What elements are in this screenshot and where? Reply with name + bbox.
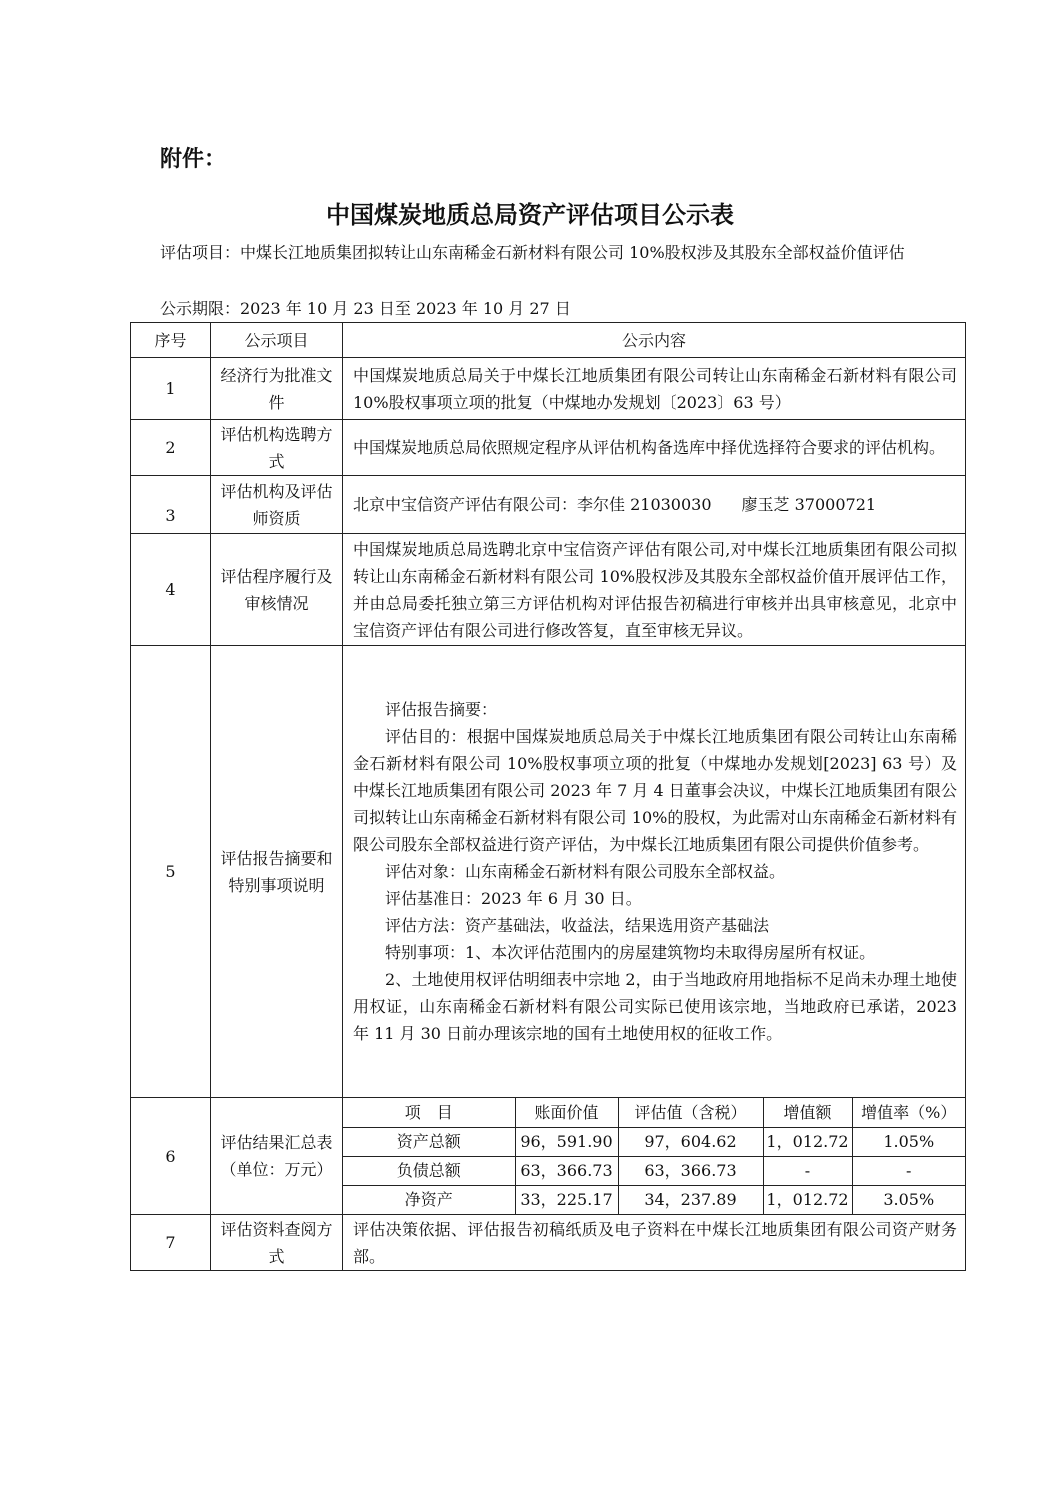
table-row [131,1215,966,1271]
result-cell: 资产总额 [343,1127,515,1156]
summary-heading: 评估报告摘要： [385,700,498,719]
evaluator-org: 北京中宝信资产评估有限公司：李尔佳 21030030 [353,495,712,514]
result-header-appraised: 评估值（含税） [618,1098,763,1127]
publicity-table [130,322,966,1271]
row-item: 评估程序履行及审核情况 [211,534,343,646]
table-row [131,420,966,476]
result-cell: 1，012.72 [763,1185,852,1214]
row-no: 1 [131,358,211,420]
row-no: 4 [131,534,211,646]
summary-special-1: 特别事项：1、本次评估范围内的房屋建筑物均未取得房屋所有权证。 [385,943,876,962]
result-cell: 负债总额 [343,1156,515,1185]
summary-method: 评估方法：资产基础法，收益法，结果选用资产基础法 [385,916,770,935]
row-content: 评估决策依据、评估报告初稿纸质及电子资料在中煤长江地质集团有限公司资产财务部。 [343,1215,966,1271]
result-cell: - [763,1156,852,1185]
result-cell: 1，012.72 [763,1127,852,1156]
result-cell: - [852,1156,965,1185]
row-item: 评估机构选聘方式 [211,420,343,476]
result-header-increase: 增值额 [763,1098,852,1127]
row-no: 6 [131,1098,211,1215]
result-row [343,1127,965,1156]
table-row [131,1098,966,1215]
result-cell: 96，591.90 [515,1127,618,1156]
header-item: 公示项目 [211,323,343,358]
summary-special-2: 2、土地使用权评估明细表中宗地 2，由于当地政府用地指标不足尚未办理土地使用权证，山东南稀金石新材料有限公司实际已使用该宗地，当地政府已承诺，2023 年 11 月 30 日前办理该宗地的国有土地使用权的征收工作。 [353,970,957,1043]
result-unit-label: （单位：万元） [220,1160,333,1179]
header-no: 序号 [131,323,211,358]
row-content: 中国煤炭地质总局依照规定程序从评估机构备选库中择优选择符合要求的评估机构。 [343,420,966,476]
result-header-rate: 增值率（%） [852,1098,965,1127]
result-header-item: 项 目 [343,1098,515,1127]
table-row [131,358,966,420]
table-header-row [131,323,966,358]
evaluation-project: 评估项目：中煤长江地质集团拟转让山东南稀金石新材料有限公司 10%股权涉及其股东全部权益价值评估 [160,243,905,262]
row-content [343,1098,966,1215]
row-content: 中国煤炭地质总局关于中煤长江地质集团有限公司转让山东南稀金石新材料有限公司 10%股权事项立项的批复（中煤地办发规划〔2023〕63 号） [343,358,966,420]
result-cell: 97，604.62 [618,1127,763,1156]
row-item: 评估资料查阅方式 [211,1215,343,1271]
row-content [343,646,966,1098]
result-row [343,1185,965,1214]
result-cell: 63，366.73 [618,1156,763,1185]
table-row [131,534,966,646]
summary-object: 评估对象：山东南稀金石新材料有限公司股东全部权益。 [385,862,786,881]
row-no: 5 [131,646,211,1098]
header-content: 公示内容 [343,323,966,358]
row-item: 评估机构及评估师资质 [211,476,343,534]
result-cell: 3.05% [852,1185,965,1214]
report-summary [353,666,957,1077]
page-title: 中国煤炭地质总局资产评估项目公示表 [326,201,734,229]
row-item [211,1098,343,1215]
row-content [343,476,966,534]
result-cell: 33，225.17 [515,1185,618,1214]
summary-base-date: 评估基准日：2023 年 6 月 30 日。 [385,889,642,908]
row-no: 7 [131,1215,211,1271]
result-row [343,1156,965,1185]
result-cell: 63，366.73 [515,1156,618,1185]
evaluator-second: 廖玉芝 37000721 [741,495,877,514]
row-no: 3 [131,476,211,534]
row-no: 2 [131,420,211,476]
result-cell: 净资产 [343,1185,515,1214]
result-cell: 34，237.89 [618,1185,763,1214]
result-cell: 1.05% [852,1127,965,1156]
row-content: 中国煤炭地质总局选聘北京中宝信资产评估有限公司,对中煤长江地质集团有限公司拟转让山东南稀金石新材料有限公司 10%股权涉及其股东全部权益价值开展评估工作，并由总局委托独立第三方评估机构对评估报告初稿进行审核并出具审核意见，北京中宝信资产评估有限公司进行修改答复，直至审核无异议。 [343,534,966,646]
result-summary-label: 评估结果汇总表 [220,1133,333,1152]
table-row [131,476,966,534]
publicity-period: 公示期限：2023 年 10 月 23 日至 2023 年 10 月 27 日 [160,299,571,318]
table-row [131,646,966,1098]
result-header-book: 账面价值 [515,1098,618,1127]
result-header-row [343,1098,965,1127]
result-summary-table [343,1098,965,1214]
summary-purpose: 评估目的：根据中国煤炭地质总局关于中煤长江地质集团有限公司转让山东南稀金石新材料有限公司 10%股权事项立项的批复（中煤地办发规划[2023] 63 号）及中煤长江地质集团有限公司 2023 年 7 月 4 日董事会决议，中煤长江地质集团有限公司拟转让山东南稀金石新材料有限公司 10%的股权，为此需对山东南稀金石新材料有限公司股东全部权益进行资产评估，为中煤长江地质集团有限公司提供价值参考。 [353,727,957,854]
attachment-label: 附件： [160,147,227,172]
row-item: 经济行为批准文件 [211,358,343,420]
row-item: 评估报告摘要和特别事项说明 [211,646,343,1098]
